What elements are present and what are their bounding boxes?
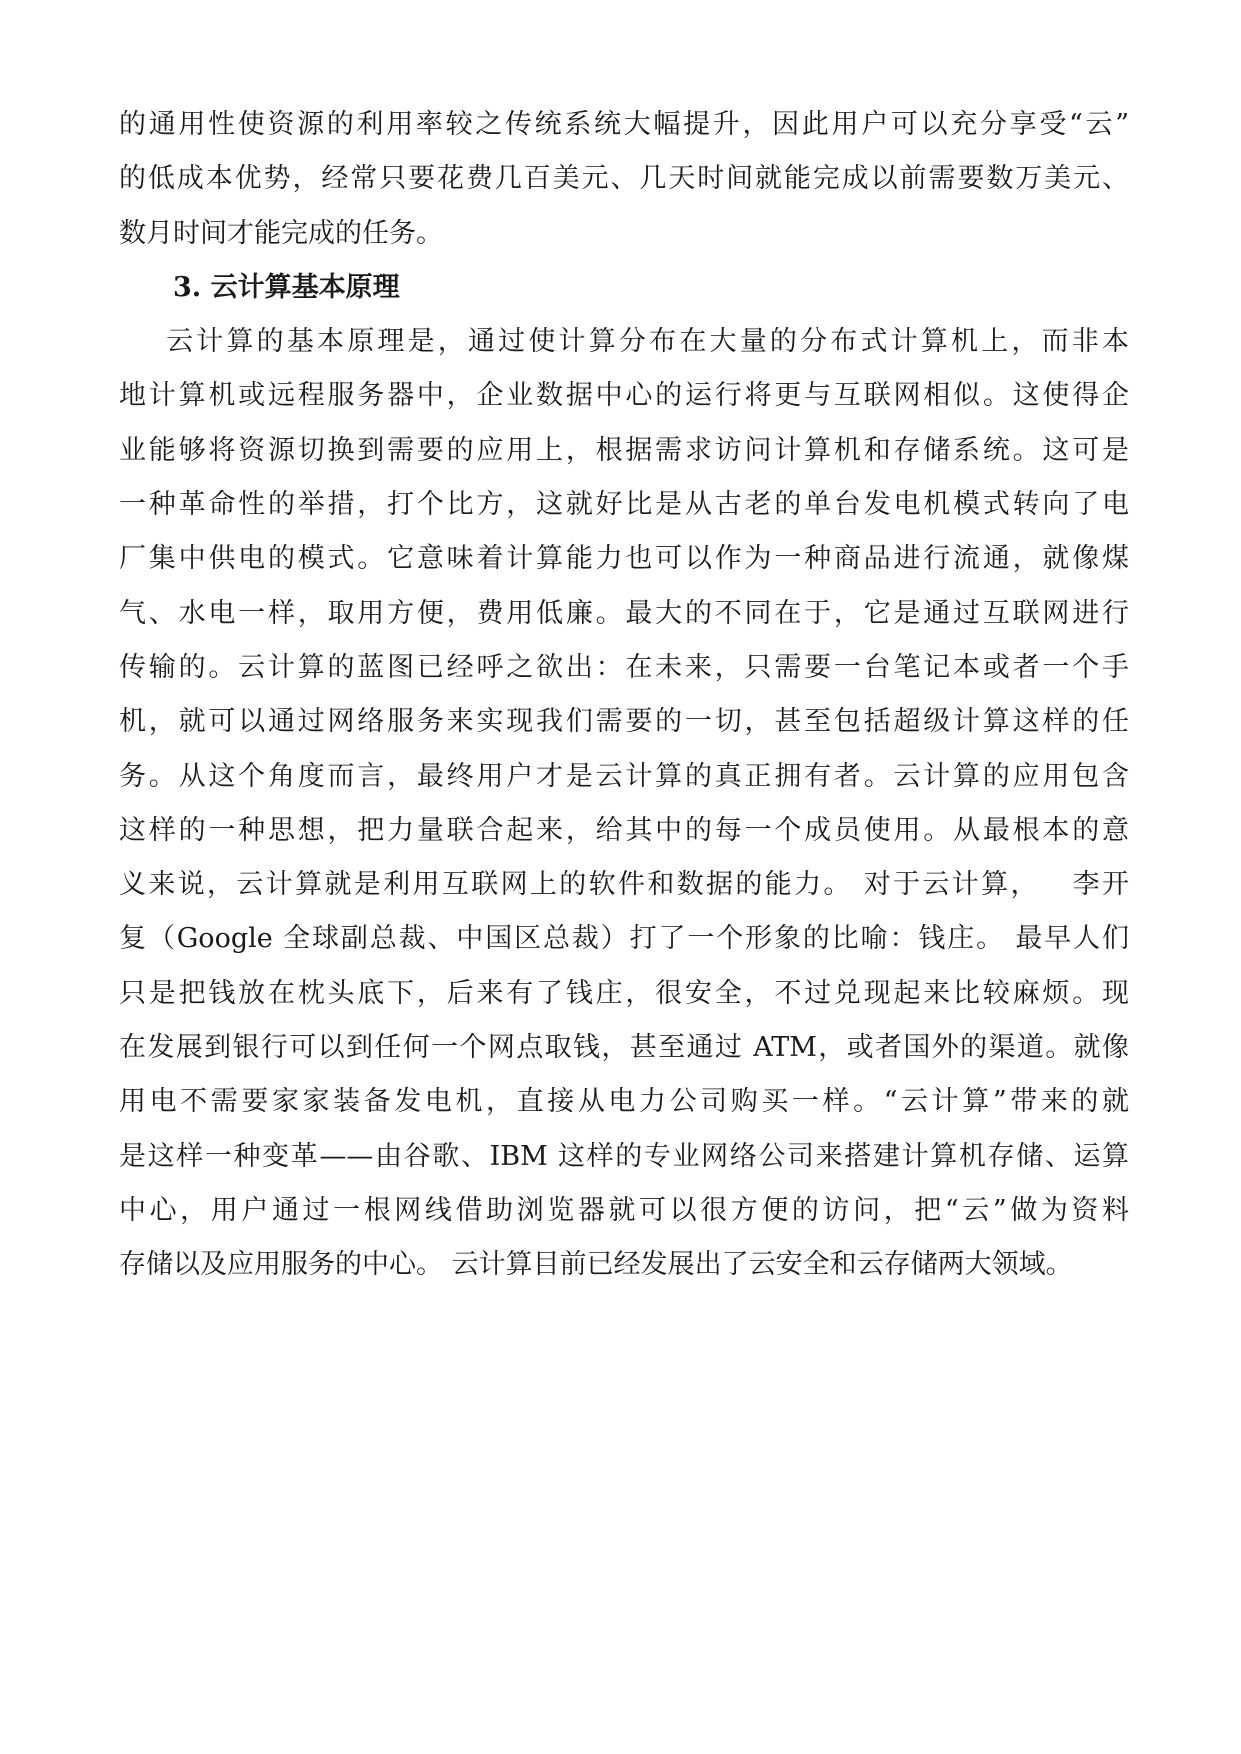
paragraph-line: 中心，用户通过一根网线借助浏览器就可以很方便的访问，把“云”做为资料 (119, 1194, 1129, 1226)
document-text (119, 98, 1129, 1293)
paragraph-line: 只是把钱放在枕头底下，后来有了钱庄，很安全，不过兑现起来比较麻烦。现 (119, 977, 1129, 1009)
paragraph-line: 一种革命性的举措，打个比方，这就好比是从古老的单台发电机模式转向了电 (119, 489, 1129, 521)
section-heading: 3. 云计算基本原理 (173, 271, 400, 303)
paragraph-line: 存储以及应用服务的中心。 云计算目前已经发展出了云安全和云存储两大领域。 (119, 1249, 1073, 1281)
continuation-line: 的通用性使资源的利用率较之传统系统大幅提升，因此用户可以充分享受“云” (119, 109, 1129, 140)
paragraph-line: 复（Google 全球副总裁、中国区总裁）打了一个形象的比喻：钱庄。 最早人们 (119, 923, 1129, 955)
paragraph-line: 云计算的基本原理是，通过使计算分布在大量的分布式计算机上，而非本 (119, 326, 1129, 358)
paragraph-line: 地计算机或远程服务器中，企业数据中心的运行将更与互联网相似。这使得企 (119, 380, 1129, 412)
paragraph-line: 机，就可以通过网络服务来实现我们需要的一切，甚至包括超级计算这样的任 (119, 706, 1129, 738)
paragraph-line: 业能够将资源切换到需要的应用上，根据需求访问计算机和存储系统。这可是 (119, 434, 1129, 466)
paragraph-line: 在发展到银行可以到任何一个网点取钱，甚至通过 ATM，或者国外的渠道。就像 (119, 1032, 1129, 1064)
paragraph-line: 这样的一种思想，把力量联合起来，给其中的每一个成员使用。从最根本的意 (119, 814, 1129, 846)
continuation-line: 的低成本优势，经常只要花费几百美元、几天时间就能完成以前需要数万美元、 (119, 163, 1129, 195)
paragraph-line: 是这样一种变革——由谷歌、IBM 这样的专业网络公司来搭建计算机存储、运算 (119, 1140, 1129, 1172)
paragraph-line: 务。从这个角度而言，最终用户才是云计算的真正拥有者。云计算的应用包含 (119, 760, 1129, 792)
continuation-line: 数月时间才能完成的任务。 (119, 217, 443, 249)
paragraph-line: 传输的。云计算的蓝图已经呼之欲出：在未来，只需要一台笔记本或者一个手 (119, 651, 1129, 683)
paragraph-line: 气、水电一样，取用方便，费用低廉。最大的不同在于，它是通过互联网进行 (119, 597, 1129, 629)
paragraph-line: 用电不需要家家装备发电机，直接从电力公司购买一样。“云计算”带来的就 (119, 1086, 1129, 1118)
paragraph-line: 义来说，云计算就是利用互联网上的软件和数据的能力。 对于云计算， 李开 (119, 869, 1129, 901)
paragraph-line: 厂集中供电的模式。它意味着计算能力也可以作为一种商品进行流通，就像煤 (119, 543, 1129, 575)
